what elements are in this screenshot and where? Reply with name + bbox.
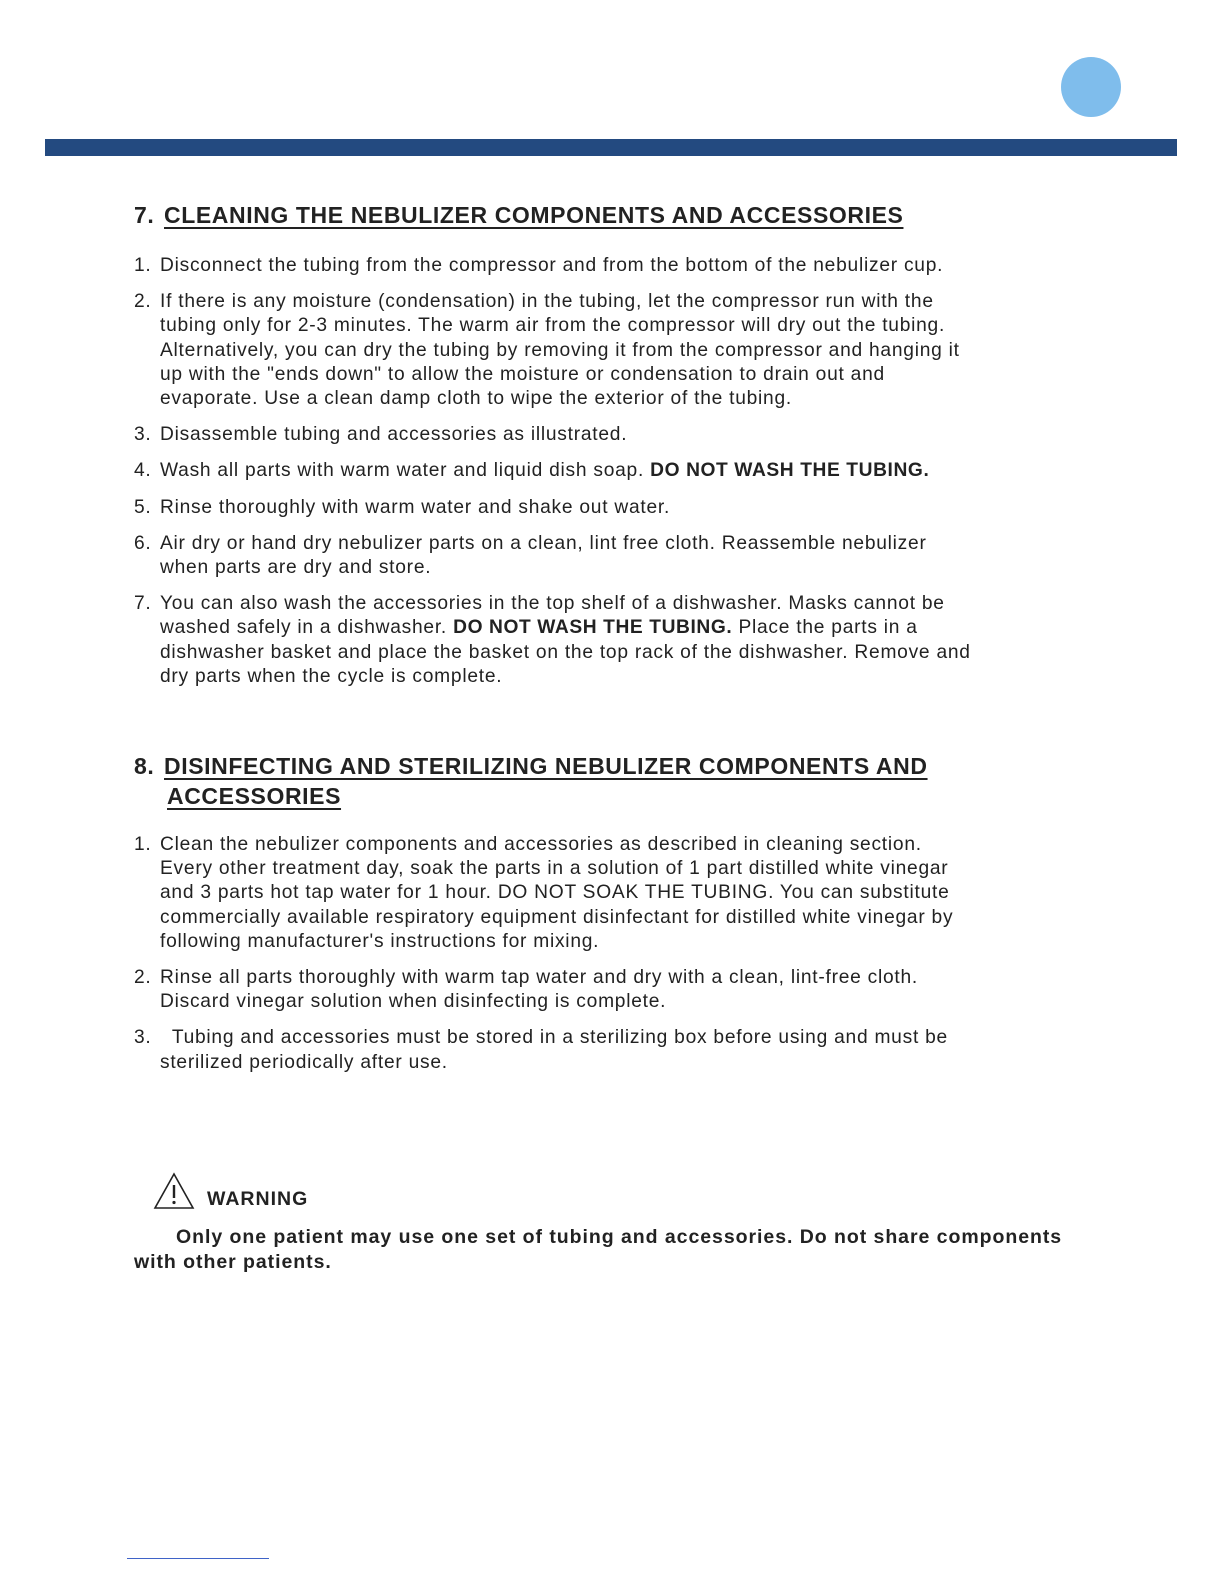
step-text: evaporate. Use a clean damp cloth to wipe the exterior of the tubing. <box>160 388 792 410</box>
list-item <box>134 459 1094 483</box>
section-8-number: 8. <box>134 753 155 779</box>
step-text <box>160 616 1094 640</box>
step-number: 1. <box>134 834 152 855</box>
step-text: Clean the nebulizer components and accessories as described in cleaning section. <box>160 834 922 855</box>
step-text-part: washed safely in a dishwasher. <box>160 617 448 639</box>
section-8-steps <box>134 833 1094 1087</box>
step-text: and 3 parts hot tap water for 1 hour. DO NOT SOAK THE TUBING. You can substitute <box>160 882 950 904</box>
step-text: Disassemble tubing and accessories as illustrated. <box>160 424 628 446</box>
step-emphasis: DO NOT WASH THE TUBING. <box>650 460 930 482</box>
list-item <box>134 532 1094 580</box>
section-7-title <box>134 200 903 230</box>
warning-text: Only one patient may use one set of tubing and accessories. Do not share components with other patients. <box>134 1226 1063 1273</box>
page-number-badge <box>1061 57 1121 117</box>
step-text: If there is any moisture (condensation) in the tubing, let the compressor run with the <box>160 291 934 313</box>
step-text: dry parts when the cycle is complete. <box>160 665 503 687</box>
step-text: Rinse all parts thoroughly with warm tap water and dry with a clean, lint-free cloth. <box>160 967 919 989</box>
step-text: Disconnect the tubing from the compressor and from the bottom of the nebulizer cup. <box>160 255 944 276</box>
step-number: 2. <box>134 291 152 313</box>
list-item <box>134 423 1094 447</box>
step-number: 3. <box>134 424 152 446</box>
section-7-number: 7. <box>134 202 155 228</box>
step-text: Air dry or hand dry nebulizer parts on a clean, lint free cloth. Reassemble nebulizer <box>160 532 927 554</box>
step-text: Every other treatment day, soak the parts in a solution of 1 part distilled white vinegar <box>160 858 949 880</box>
list-item <box>134 1026 1094 1074</box>
section-8-title <box>134 751 928 811</box>
footer-link-underline <box>127 1558 269 1559</box>
step-text: tubing only for 2-3 minutes. The warm air from the compressor will dry out the tubing. <box>160 315 946 337</box>
step-text: sterilized periodically after use. <box>160 1051 448 1073</box>
warning-label: WARNING <box>207 1188 309 1210</box>
list-item <box>134 833 1094 954</box>
step-text: Rinse thoroughly with warm water and shake out water. <box>160 496 671 518</box>
list-item <box>134 966 1094 1014</box>
step-number: 5. <box>134 496 152 518</box>
step-text: when parts are dry and store. <box>160 557 432 579</box>
step-number: 6. <box>134 532 152 554</box>
step-number: 2. <box>134 967 152 989</box>
step-number: 4. <box>134 460 152 482</box>
step-number: 3. <box>134 1027 152 1049</box>
step-text: You can also wash the accessories in the top shelf of a dishwasher. Masks cannot be <box>160 593 945 615</box>
step-text: Discard vinegar solution when disinfecting is complete. <box>160 991 667 1013</box>
warning-heading <box>153 1172 308 1210</box>
list-item <box>134 254 1094 278</box>
header-bar <box>45 139 1177 156</box>
list-item <box>134 496 1094 520</box>
section-8-title-line2: ACCESSORIES <box>167 783 342 809</box>
step-text: commercially available respiratory equipment disinfectant for distilled white vinegar by <box>160 906 954 928</box>
list-item <box>134 290 1094 411</box>
warning-triangle-icon <box>153 1172 195 1210</box>
step-emphasis: DO NOT WASH THE TUBING. <box>453 617 733 639</box>
step-text: dishwasher basket and place the basket on the top rack of the dishwasher. Remove and <box>160 641 971 663</box>
section-7-title-text: CLEANING THE NEBULIZER COMPONENTS AND ACCESSORIES <box>164 202 904 228</box>
section-8-title-line1: DISINFECTING AND STERILIZING NEBULIZER COMPONENTS AND <box>164 753 928 779</box>
step-text: following manufacturer's instructions for mixing. <box>160 930 600 952</box>
step-text: Alternatively, you can dry the tubing by removing it from the compressor and hanging it <box>160 339 960 361</box>
step-text-part: Place the parts in a <box>738 617 918 639</box>
step-text: up with the "ends down" to allow the moisture or condensation to drain out and <box>160 363 885 385</box>
step-number: 7. <box>134 593 152 615</box>
step-text: Tubing and accessories must be stored in a sterilizing box before using and must be <box>160 1027 948 1049</box>
section-7-steps <box>134 254 1094 701</box>
list-item <box>134 592 1094 689</box>
step-number: 1. <box>134 255 152 276</box>
step-text: Wash all parts with warm water and liquid dish soap. <box>160 460 645 482</box>
